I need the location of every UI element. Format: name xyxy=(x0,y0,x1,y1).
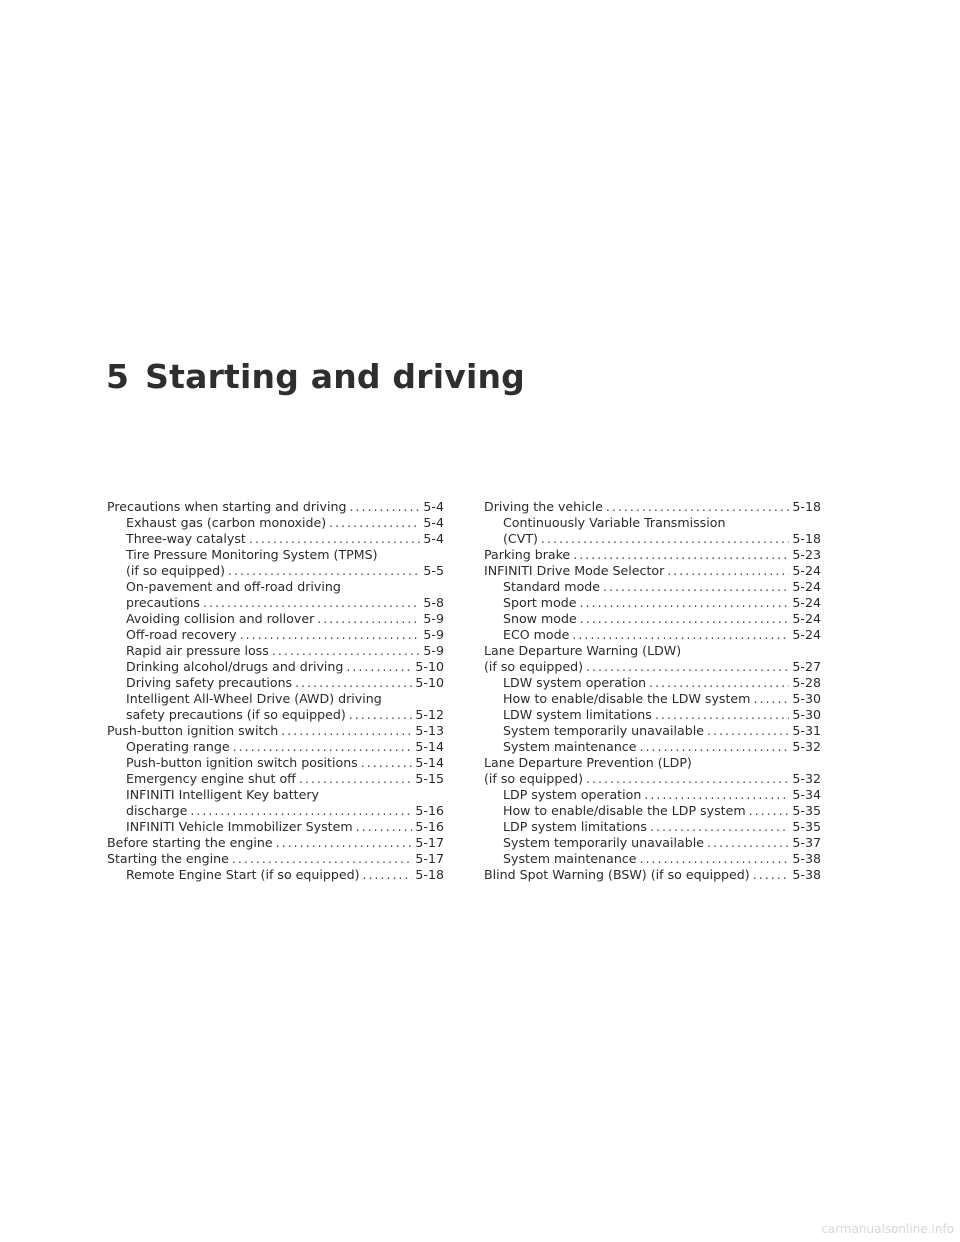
toc-page-number: 5-24 xyxy=(792,595,821,610)
toc-entry-text: System temporarily unavailable xyxy=(503,723,704,738)
dot-leader xyxy=(749,803,790,819)
dot-leader xyxy=(190,803,412,819)
toc-entry[interactable] xyxy=(484,803,821,819)
toc-entry[interactable] xyxy=(107,675,444,691)
toc-entry-text: Before starting the engine xyxy=(107,835,273,850)
dot-leader xyxy=(329,515,420,531)
toc-entry-text: Avoiding collision and rollover xyxy=(126,611,315,626)
dot-leader xyxy=(541,531,789,547)
toc-page-number: 5-15 xyxy=(415,771,444,786)
dot-leader xyxy=(361,755,413,771)
dot-leader xyxy=(586,659,789,675)
dot-leader xyxy=(667,563,789,579)
dot-leader xyxy=(317,611,420,627)
toc-entry[interactable] xyxy=(107,755,444,771)
dot-leader xyxy=(240,627,421,643)
toc-page-number: 5-28 xyxy=(792,675,821,690)
toc-entry[interactable] xyxy=(107,787,444,819)
toc-entry[interactable] xyxy=(484,739,821,755)
toc-entry-text: Driving the vehicle xyxy=(484,499,603,514)
chapter-number: 5 xyxy=(106,357,130,396)
toc-entry-text: Push-button ignition switch xyxy=(107,723,279,738)
toc-entry-text: Precautions when starting and driving xyxy=(107,499,347,514)
toc-page-number: 5-9 xyxy=(423,643,444,658)
toc-entry-text: Lane Departure Warning (LDW) xyxy=(484,643,682,658)
toc-entry[interactable] xyxy=(484,787,821,803)
toc-entry[interactable] xyxy=(107,819,444,835)
toc-page-number: 5-4 xyxy=(423,515,444,530)
toc-page-number: 5-38 xyxy=(792,867,821,882)
toc-entry[interactable] xyxy=(484,835,821,851)
toc-left-column xyxy=(107,499,444,883)
dot-leader xyxy=(363,867,413,883)
toc-page-number: 5-17 xyxy=(415,835,444,850)
toc-entry-text: LDW system limitations xyxy=(503,707,652,722)
toc-entry[interactable] xyxy=(484,579,821,595)
toc-entry-text: Sport mode xyxy=(503,595,577,610)
toc-page-number: 5-10 xyxy=(415,675,444,690)
toc-entry-text: INFINITI Vehicle Immobilizer System xyxy=(126,819,353,834)
toc-entry-text: Starting the engine xyxy=(107,851,229,866)
dot-leader xyxy=(644,787,789,803)
toc-page-number: 5-9 xyxy=(423,627,444,642)
dot-leader xyxy=(276,835,413,851)
toc-page-number: 5-32 xyxy=(792,771,821,786)
toc-entry-text: discharge xyxy=(126,803,188,818)
toc-entry-text: Three-way catalyst xyxy=(126,531,246,546)
toc-entry[interactable] xyxy=(484,547,821,563)
toc-entry-text: (CVT) xyxy=(503,531,538,546)
toc-entry-text: Tire Pressure Monitoring System (TPMS) xyxy=(126,547,378,562)
toc-entry[interactable] xyxy=(107,739,444,755)
toc-page-number: 5-18 xyxy=(792,499,821,514)
toc-entry[interactable] xyxy=(484,515,821,547)
toc-entry[interactable] xyxy=(107,643,444,659)
toc-page-number: 5-4 xyxy=(423,499,444,514)
toc-entry-text: Continuously Variable Transmission xyxy=(503,515,726,530)
toc-entry[interactable] xyxy=(107,547,444,579)
toc-entry[interactable] xyxy=(107,531,444,547)
toc-page-number: 5-8 xyxy=(423,595,444,610)
dot-leader xyxy=(707,723,789,739)
toc-entry-text: How to enable/disable the LDP system xyxy=(503,803,746,818)
toc-entry-text: LDW system operation xyxy=(503,675,647,690)
toc-page-number: 5-16 xyxy=(415,803,444,818)
toc-entry-text: How to enable/disable the LDW system xyxy=(503,691,751,706)
dot-leader xyxy=(707,835,789,851)
toc-page-number: 5-23 xyxy=(792,547,821,562)
toc-entry[interactable] xyxy=(484,627,821,643)
dot-leader xyxy=(655,707,790,723)
toc-page-number: 5-24 xyxy=(792,579,821,594)
dot-leader xyxy=(228,563,420,579)
toc-entry-text: safety precautions (if so equipped) xyxy=(126,707,346,722)
watermark: carmanualsonline.info xyxy=(821,1222,954,1236)
toc-entry[interactable] xyxy=(107,515,444,531)
toc-entry[interactable] xyxy=(107,771,444,787)
toc-entry-text: Blind Spot Warning (BSW) (if so equipped) xyxy=(484,867,750,882)
toc-entry-text: Snow mode xyxy=(503,611,577,626)
toc-entry-text: System maintenance xyxy=(503,739,637,754)
toc-entry-text: Operating range xyxy=(126,739,230,754)
toc-page-number: 5-32 xyxy=(792,739,821,754)
toc-entry[interactable] xyxy=(484,755,821,787)
dot-leader xyxy=(606,499,790,515)
toc-page-number: 5-30 xyxy=(792,691,821,706)
toc-page-number: 5-13 xyxy=(415,723,444,738)
dot-leader xyxy=(650,819,789,835)
toc-page-number: 5-18 xyxy=(415,867,444,882)
toc-entry-text: System maintenance xyxy=(503,851,637,866)
toc-entry-text: (if so equipped) xyxy=(126,563,225,578)
toc-entry[interactable] xyxy=(484,595,821,611)
toc-page-number: 5-14 xyxy=(415,739,444,754)
toc-entry-text: Drinking alcohol/drugs and driving xyxy=(126,659,344,674)
dot-leader xyxy=(233,739,413,755)
dot-leader xyxy=(346,659,412,675)
toc-entry-text: precautions xyxy=(126,595,200,610)
dot-leader xyxy=(603,579,789,595)
toc-entry-text: Off-road recovery xyxy=(126,627,237,642)
toc-entry-text: Push-button ignition switch positions xyxy=(126,755,358,770)
dot-leader xyxy=(356,819,413,835)
toc-entry[interactable] xyxy=(107,659,444,675)
toc-page-number: 5-5 xyxy=(423,563,444,578)
toc-entry-text: Emergency engine shut off xyxy=(126,771,296,786)
toc-right-column xyxy=(484,499,821,883)
dot-leader xyxy=(299,771,413,787)
toc-page-number: 5-14 xyxy=(415,755,444,770)
toc-entry[interactable] xyxy=(484,707,821,723)
toc-entry[interactable] xyxy=(484,851,821,867)
toc-entry[interactable] xyxy=(484,723,821,739)
toc-entry[interactable] xyxy=(484,819,821,835)
dot-leader xyxy=(281,723,412,739)
toc-entry[interactable] xyxy=(107,691,444,723)
dot-leader xyxy=(580,611,790,627)
toc-entry-text: LDP system operation xyxy=(503,787,642,802)
toc-entry-text: Driving safety precautions xyxy=(126,675,293,690)
toc-page-number: 5-34 xyxy=(792,787,821,802)
toc-page-number: 5-10 xyxy=(415,659,444,674)
toc-page-number: 5-9 xyxy=(423,611,444,626)
toc-entry-text: Lane Departure Prevention (LDP) xyxy=(484,755,692,770)
toc-entry[interactable] xyxy=(107,867,444,883)
toc-page-number: 5-30 xyxy=(792,707,821,722)
dot-leader xyxy=(349,499,420,515)
toc-entry-text: Exhaust gas (carbon monoxide) xyxy=(126,515,327,530)
toc-entry-text: (if so equipped) xyxy=(484,659,583,674)
toc-entry[interactable] xyxy=(107,611,444,627)
toc-page-number: 5-35 xyxy=(792,819,821,834)
toc-page-number: 5-18 xyxy=(792,531,821,546)
toc-entry[interactable] xyxy=(484,867,821,883)
toc-page-number: 5-31 xyxy=(792,723,821,738)
dot-leader xyxy=(272,643,421,659)
toc-page-number: 5-16 xyxy=(415,819,444,834)
dot-leader xyxy=(580,595,790,611)
toc-entry[interactable] xyxy=(484,643,821,675)
toc-entry-text: Parking brake xyxy=(484,547,571,562)
toc-page-number: 5-24 xyxy=(792,563,821,578)
toc-page-number: 5-24 xyxy=(792,611,821,626)
toc-entry[interactable] xyxy=(107,723,444,739)
toc-entry-text: (if so equipped) xyxy=(484,771,583,786)
dot-leader xyxy=(203,595,420,611)
toc-page-number: 5-35 xyxy=(792,803,821,818)
toc-entry-text: System temporarily unavailable xyxy=(503,835,704,850)
toc-entry[interactable] xyxy=(107,627,444,643)
dot-leader xyxy=(586,771,789,787)
dot-leader xyxy=(349,707,413,723)
toc-page-number: 5-4 xyxy=(423,531,444,546)
toc-page-number: 5-24 xyxy=(792,627,821,642)
toc-entry-text: LDP system limitations xyxy=(503,819,647,834)
toc-entry[interactable] xyxy=(107,835,444,851)
dot-leader xyxy=(639,739,789,755)
toc-entry-text: Intelligent All-Wheel Drive (AWD) driving xyxy=(126,691,382,706)
toc-entry[interactable] xyxy=(484,691,821,707)
toc-entry-text: INFINITI Drive Mode Selector xyxy=(484,563,665,578)
toc-entry[interactable] xyxy=(484,611,821,627)
toc-entry-text: INFINITI Intelligent Key battery xyxy=(126,787,319,802)
toc-page-number: 5-27 xyxy=(792,659,821,674)
toc-entry[interactable] xyxy=(484,563,821,579)
toc-page-number: 5-12 xyxy=(415,707,444,722)
dot-leader xyxy=(249,531,421,547)
toc-entry[interactable] xyxy=(484,675,821,691)
dot-leader xyxy=(572,627,789,643)
toc-entry[interactable] xyxy=(107,499,444,515)
dot-leader xyxy=(753,691,789,707)
toc-page-number: 5-37 xyxy=(792,835,821,850)
dot-leader xyxy=(295,675,412,691)
toc-entry[interactable] xyxy=(484,499,821,515)
toc-entry[interactable] xyxy=(107,851,444,867)
dot-leader xyxy=(232,851,413,867)
dot-leader xyxy=(649,675,789,691)
chapter-name: Starting and driving xyxy=(145,357,525,396)
toc-entry-text: Rapid air pressure loss xyxy=(126,643,269,658)
dot-leader xyxy=(753,867,790,883)
dot-leader xyxy=(639,851,789,867)
chapter-title xyxy=(106,357,525,396)
toc-entry-text: On-pavement and off-road driving xyxy=(126,579,341,594)
toc-entry[interactable] xyxy=(107,579,444,611)
toc-entry-text: Standard mode xyxy=(503,579,601,594)
toc-entry-text: Remote Engine Start (if so equipped) xyxy=(126,867,360,882)
toc-page-number: 5-17 xyxy=(415,851,444,866)
toc-entry-text: ECO mode xyxy=(503,627,570,642)
toc-page-number: 5-38 xyxy=(792,851,821,866)
dot-leader xyxy=(573,547,789,563)
